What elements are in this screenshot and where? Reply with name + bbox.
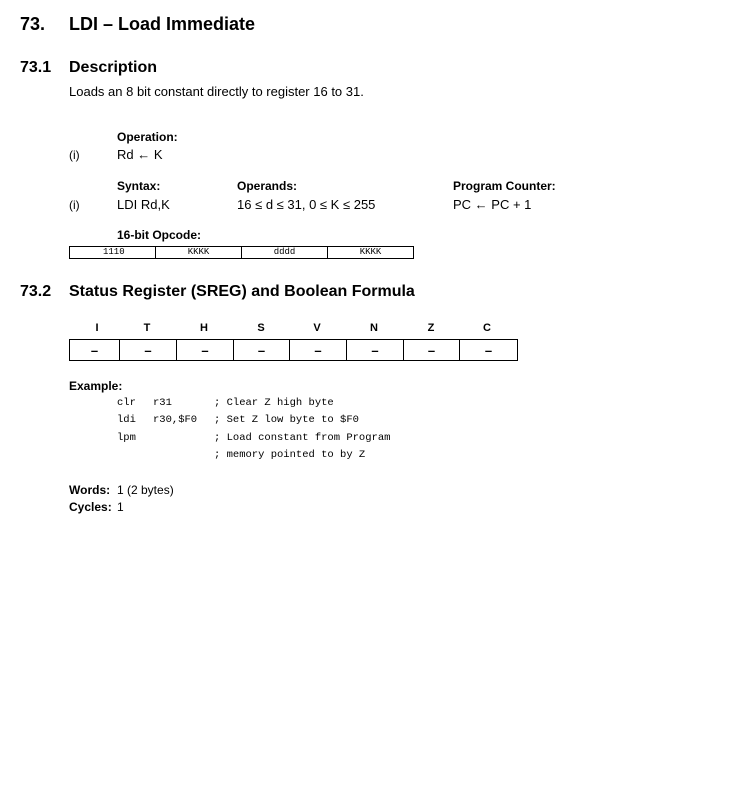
sreg-flag-label: Z [427,322,435,334]
syntax-label: Syntax: [117,179,161,193]
example-mnemonic: clr [117,397,136,409]
cycles-value: 1 [117,500,124,514]
operands-label: Operands: [237,179,298,193]
words-label: Words: [69,483,111,497]
description-heading: Description [69,59,158,76]
program-counter-label: Program Counter: [453,179,556,193]
cycles-label: Cycles: [69,500,112,514]
sreg-flag-label: N [370,322,378,334]
sreg-flag-label: C [483,322,491,334]
sreg-value: – [177,340,234,361]
operation-expr: Rd ← K [117,147,163,162]
opcode-cell: dddd [242,247,328,259]
description-number: 73.1 [20,59,52,76]
sreg-value: – [404,340,460,361]
sreg-number: 73.2 [20,283,52,300]
words-value: 1 (2 bytes) [117,483,174,497]
example-comment: ; Set Z low byte to $F0 [214,414,359,426]
operation-index: (i) [69,148,80,162]
program-counter-value: PC ← PC + 1 [453,197,532,212]
sreg-value: – [460,340,518,361]
sreg-flag-label: V [313,322,321,334]
example-mnemonic: ldi [117,414,136,426]
syntax-index: (i) [69,198,80,212]
sreg-value: – [70,340,120,361]
sreg-table [69,339,518,361]
opcode-cell: 1110 [70,247,156,259]
sreg-flag-label: I [95,322,99,334]
sreg-value: – [347,340,404,361]
example-comment: ; memory pointed to by Z [214,449,366,461]
syntax-value: LDI Rd,K [117,197,170,212]
example-comment: ; Load constant from Program [214,432,391,444]
description-text: Loads an 8 bit constant directly to register 16 to 31. [69,84,364,99]
section-title: LDI – Load Immediate [69,14,256,34]
example-operand: r31 [153,397,172,409]
operands-value: 16 ≤ d ≤ 31, 0 ≤ K ≤ 255 [237,197,376,212]
sreg-value: – [234,340,290,361]
opcode-label: 16-bit Opcode: [117,228,202,242]
opcode-cell: KKKK [328,247,414,259]
opcode-table [69,246,414,259]
section-number: 73. [20,14,46,34]
sreg-value: – [120,340,177,361]
sreg-flag-label: H [200,322,208,334]
example-comment: ; Clear Z high byte [214,397,334,409]
sreg-flag-label: S [257,322,265,334]
example-mnemonic: lpm [117,432,136,444]
sreg-heading: Status Register (SREG) and Boolean Formula [69,283,415,300]
operation-label: Operation: [117,130,178,144]
opcode-cell: KKKK [156,247,242,259]
sreg-value: – [290,340,347,361]
example-operand: r30,$F0 [153,414,198,426]
example-label: Example: [69,379,123,393]
sreg-flag-label: T [143,322,151,334]
